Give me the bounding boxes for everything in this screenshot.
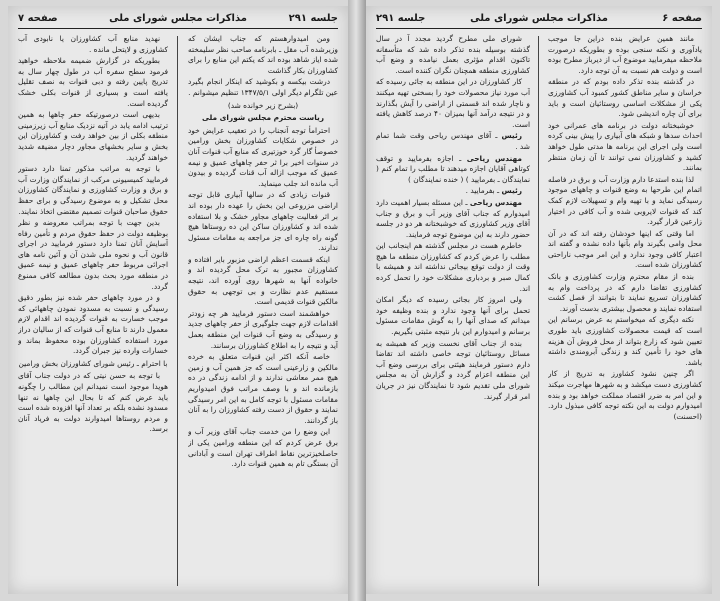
paragraph: نکته دیگری که میخواستم به عرض برسانم این است که قیمت محصولات کشاورزی باید طوری تعیین شود که زارع بتواند از محل فروش آن هزینه های خود را تأمین کند و زندگی آبرومندی داشته باشد. xyxy=(548,315,702,367)
paragraph: مانند همین عرایض بنده دراین جا موجب یادآوری و نکته سنجی بوده و بطوریکه درصورت ملاحظه میفرمایید موضوع آب از دیرباز مطرح بوده است و دولت هم نسبت به آن توجه دارد. xyxy=(548,34,702,75)
left-page-right-column xyxy=(188,34,338,588)
paragraph: اینکه قسمت اعظم اراضی مزبور بایر افتاده و کشاورزان مجبور به ترک محل گردیده اند و خانواده آنها به شهرها روی آورده اند، نتیجه مستقیم عدم نظارت و بی توجهی به حقوق مالکین قنوات قدیمی است. xyxy=(188,254,338,307)
letter-address: ریاست محترم مجلس شورای ملی xyxy=(201,113,325,123)
speech-text: این مسئله بسیار اهمیت دارد امیدوارم که جناب آقای وزیر آب و برق و جناب آقای وزیر کشاورزی که خوشبختانه هر دو در جلسه حضور دارند به این موضوع توجه فرمایند. xyxy=(376,197,530,239)
bracket-note: (بشرح زیر خوانده شد) xyxy=(227,100,299,110)
signature-line: با احترام ـ رئیس شورای کشاورزان بخش ورامین xyxy=(18,358,168,368)
left-page-header xyxy=(18,12,338,29)
speaker-name: رئیس xyxy=(501,186,522,196)
left-page xyxy=(8,6,348,594)
right-page-header xyxy=(376,12,702,29)
column-divider xyxy=(538,36,539,586)
paragraph: کار کشاورزان در این منطقه به جائی رسیده که آب مورد نیاز محصولات خود را بسختی تهیه میکنند و ناچار شده اند قسمتی از اراضی را آیش بگذارند و در نتیجه درآمد آنها بمیزان ۴۰ درصد کاهش یافته است. xyxy=(376,77,530,129)
paragraph: با توجه به مراتب مذکور تمنا دارد دستور فرمایید کمیسیونی مرکب از نمایندگان وزارت آب و برق و وزارت کشاورزی و نمایندگان کشاورزان محل تشکیل و به موضوع رسیدگی و برای حفظ حقوق صاحبان قنوات تصمیم مقتضی اتخاذ نمایند. xyxy=(18,164,168,216)
page-number: صفحه ۶ xyxy=(662,13,702,24)
paragraph: احترامأ توجه آنجناب را در تعقیب عرایض خود در خصوص شکایات کشاورزان بخش ورامین خصوصأ گار گرد خوزتیری که منابع آب قنوات آنان در سنوات اخیر برا ثر حفر چاههای عمیق و نیمه عمیق که موجب ازاله آب قنات گردیده و بیدون آب مانده اند جلب مینماید. xyxy=(188,125,338,188)
paragraph: شورای ملی مطرح گردید مجدد آ در سال گذشته بوسیله بنده تذکر داده شد که متأسفانه تاکنون اقدام مؤثری بعمل نیامده و وضع آب کشاورزی منطقه همچنان نگران کننده است. xyxy=(376,34,530,75)
paragraph: بنده از جناب آقای نخست وزیر که همیشه به مسائل روستائیان توجه خاصی داشته اند تقاضا دارم دستور فرمایند هیئتی برای بررسی وضع آب این منطقه اعزام گردد و گزارش آن به مجلس شورای ملی تقدیم شود تا نمایندگان نیز در جریان امر قرار گیرند. xyxy=(376,338,530,401)
journal-title: مذاکرات مجلس شورای ملی xyxy=(470,13,608,24)
speaker-name: مهندس ریاحی xyxy=(466,153,522,163)
right-page-left-column xyxy=(376,34,530,588)
paragraph: خاصه آنکه اکثر این قنوات متعلق به خرده مالکین و زارعینی است که جز همین آب و زمین هیچ ممر معاشی ندارند و از ادامه زندگی در ده بازمانده اند و با وصف مراتب فوق امیدواریم مقامات مسئول با توجه کامل به این امر رسیدگی نمایند و حقوق از دست رفته کشاورزان را به آنان باز گردانند. xyxy=(188,352,338,425)
session-label: جلسه ۲۹۱ xyxy=(376,13,426,24)
paragraph: بطوریکه در گزارش ضمیمه ملاحظه خواهید فرمود سطح سفره آب در طول چهار سال به تدریج پایین رفته و دبی قنوات به نصف تقلیل یافته است و بسیاری از قنوات بکلی خشک گردیده است. xyxy=(18,56,168,108)
speaker-turn: رئیس ـ بفرمایید . xyxy=(465,186,522,196)
speaker-turn: مهندس ریاحی ـ این مسئله بسیار اهمیت دارد امیدوارم که جناب آقای وزیر آب و برق و جناب آقای وزیر کشاورزی که خوشبختانه هر دو در جلسه حضور دارند به این موضوع توجه فرمایند. xyxy=(376,197,530,239)
paragraph: در گذشته بنده تذکر داده بودم که در منطقه خراسان و سایر مناطق کشور کمبود آب کشاورزی یکی از مشکلات اساسی روستائیان است و باید برای آن چاره اندیشی شود. xyxy=(548,77,702,119)
speech-text: اجازه بفرمایید و توقف کوتاهی آقایان اجازه میدهند تا مطلب را تمام کنم ( نمایندگان ـ بفرمایید ) ( خنده نمایندگان ) xyxy=(376,153,530,184)
paragraph: خاطرم هست در مجلس گذشته هم اینجانب این مطلب را عرض کردم که کشاورزان منطقه ما هیچ وقت از دولت توقع بیجائی نداشته اند و همیشه با کمال صبر و بردباری مشکلات خود را تحمل کرده اند. xyxy=(376,241,530,293)
right-page-right-column xyxy=(548,34,702,588)
paragraph: خوشبختانه دولت در برنامه های عمرانی خود احداث سدها و شبکه های آبیاری را پیش بینی کرده است ولی اجرای این برنامه ها مدتی طول خواهد کشید و کشاورزان نمی توانند تا آن زمان منتظر بمانند. xyxy=(548,120,702,173)
speaker-turn: مهندس ریاحی ـ اجازه بفرمایید و توقف کوتاهی آقایان اجازه میدهند تا مطلب را تمام کنم ( نمایندگان ـ بفرمایید ) ( خنده نمایندگان ) xyxy=(376,153,530,184)
journal-title: مذاکرات مجلس شورای ملی xyxy=(109,13,247,24)
paragraph: ولی امروز کار بجائی رسیده که دیگر امکان تحمل برای آنها وجود ندارد و بنده وظیفه خود میدانم که صدای آنها را به گوش مقامات مسئول برسانم و امیدوارم این بار نتیجه مثبتی بگیریم. xyxy=(376,295,530,337)
paragraph: بنده از مقام محترم وزارت کشاورزی و بانک کشاورزی تقاضا دارم که در پرداخت وام به کشاورزان تسریع نمایند تا بتوانند از فصل کشت استفاده نمایند و محصول بیشتری بدست آورند. xyxy=(548,272,702,313)
paragraph: قنوات زیادی که در سالها آبیاری قابل توجه اراضی مزروعی این بخش را عهده دار بوده اند بر اثر فعالیت چاههای مجاور خشک و بلا استفاده شده اند و کشاورزان ساکن این ده روستاها هیچ گونه راه چاره ای جز مراجعه به مقامات مسئول ندارند. xyxy=(188,190,338,253)
paragraph: این وضع را من خدمت جناب آقای وزیر آب و برق عرض کردم که این منطقه ورامین یکی از حاصلخیزترین نقاط اطراف تهران است و آبادانی آن بستگی تام به همین قنوات دارد. xyxy=(188,427,338,469)
right-page xyxy=(366,6,712,594)
paragraph: و در مورد چاههای حفر شده نیز بطور دقیق رسیدگی و نسبت به مسدود نمودن چاههائی که موجب خسارت به قنوات گردیده اند اقدام لازم معمول دارند تا منابع آب قنوات که از سالیان دراز مورد استفاده کشاورزان بوده محفوظ بماند و خسارات وارده نیز جبران گردد. xyxy=(18,293,168,356)
paragraph: با توجه به حسن نیتی که در دولت جناب آقای هویدا موجود است نمیدانم این مطالب را چگونه باید عرض کنم که تا بحال این چاهها نه تنها مسدود نشده بلکه بر تعداد آنها افزوده شده است و مردم روستاها امیدوارند دولت به فریاد آنان برسد. xyxy=(18,371,168,434)
paragraph: بدین جهت با توجه بمراتب معروضه و نظر بوظیفه دولت در حفظ حقوق مردم و تأمین رفاه آسایش آنان تمنا دارد دستور فرمایید در اجرای قانون آب و نحوه ملی شدن آن و آئین نامه های اجرائی مربوط حفر چاههای عمیق و نیمه عمیق در منطقه مورد بحث بدون مطالعه کافی ممنوع گردد. xyxy=(18,218,168,291)
speech-text: بفرمایید . xyxy=(465,186,495,196)
left-page-left-column xyxy=(18,34,168,588)
column-divider xyxy=(177,36,178,586)
paragraph: نهدید منابع آب کشاورزان یا نابودی آب کشاورزی و لایتحل مانده . xyxy=(18,34,168,54)
paragraph: درشت بیکسه و بکوشید که اینکار انجام بگیرد عین تلگرام دیگر اولی ۱۳۴۷/۵/۱ تنظیم میشوانم . xyxy=(188,77,338,97)
speaker-name: رئیس xyxy=(501,131,522,141)
page-number: صفحه ۷ xyxy=(18,13,58,24)
session-label: جلسه ۲۹۱ xyxy=(288,13,338,24)
paragraph: بدیهی است درصورتیکه حفر چاهها به همین ترتیب ادامه یابد در آتیه نزدیک منابع آب زیرزمینی منطقه بکلی از بین خواهد رفت و کشاورزان این بخش و سایر بخشهای مجاور دچار مضیقه شدید خواهند گردید. xyxy=(18,110,168,162)
speaker-turn: رئیس ـ آقای مهندس ریاحی وقت شما تمام شد . xyxy=(376,131,530,151)
paragraph: اگر چنین نشود کشاورز به تدریج از کار کشاورزی دست میکشد و به شهرها مهاجرت میکند و این امر به ضرر اقتصاد مملکت خواهد بود و بنده امیدوارم دولت به این نکته توجه کافی مبذول دارد. (احسنت) xyxy=(548,369,702,421)
speaker-name: مهندس ریاحی xyxy=(469,197,522,207)
speech-text: آقای مهندس ریاحی وقت شما تمام شد . xyxy=(376,131,530,151)
paragraph: ومن امیدوارهستم که جناب ایشان که وزیرشده آب مقل ـ بابرنامه صاحب نظر سلیمخته شده ایاز شاهد بوده اند که یکتم این منابع را برای کشاورزان بکار گذاشت xyxy=(188,34,338,75)
paragraph: خواهشمند است دستور فرمایید هر چه زودتر اقدامات لازم جهت جلوگیری از حفر چاههای جدید و رسیدگی به وضع آب قنوات این منطقه بعمل آید و نتیجه را به اطلاع کشاورزان برسانند. xyxy=(188,308,338,350)
paragraph: اما وقتی که اینها خودشان رفته اند که در آن محل وامی بگیرند وام بآنها داده نشده و گفته اند اعتبار کافی وجود ندارد و این امر موجب ناراحتی کشاورزان شده است. xyxy=(548,228,702,270)
paragraph: لذا بنده استدعا دارم وزارت آب و برق در فاصله اتمام این طرحها به وضع قنوات و چاههای موجود رسیدگی نماید و با تهیه وام و تسهیلات لازم کمک کند که قنوات لایروبی شده و آب کافی در اختیار زارعین قرار گیرد. xyxy=(548,174,702,227)
book-gutter xyxy=(348,0,366,601)
